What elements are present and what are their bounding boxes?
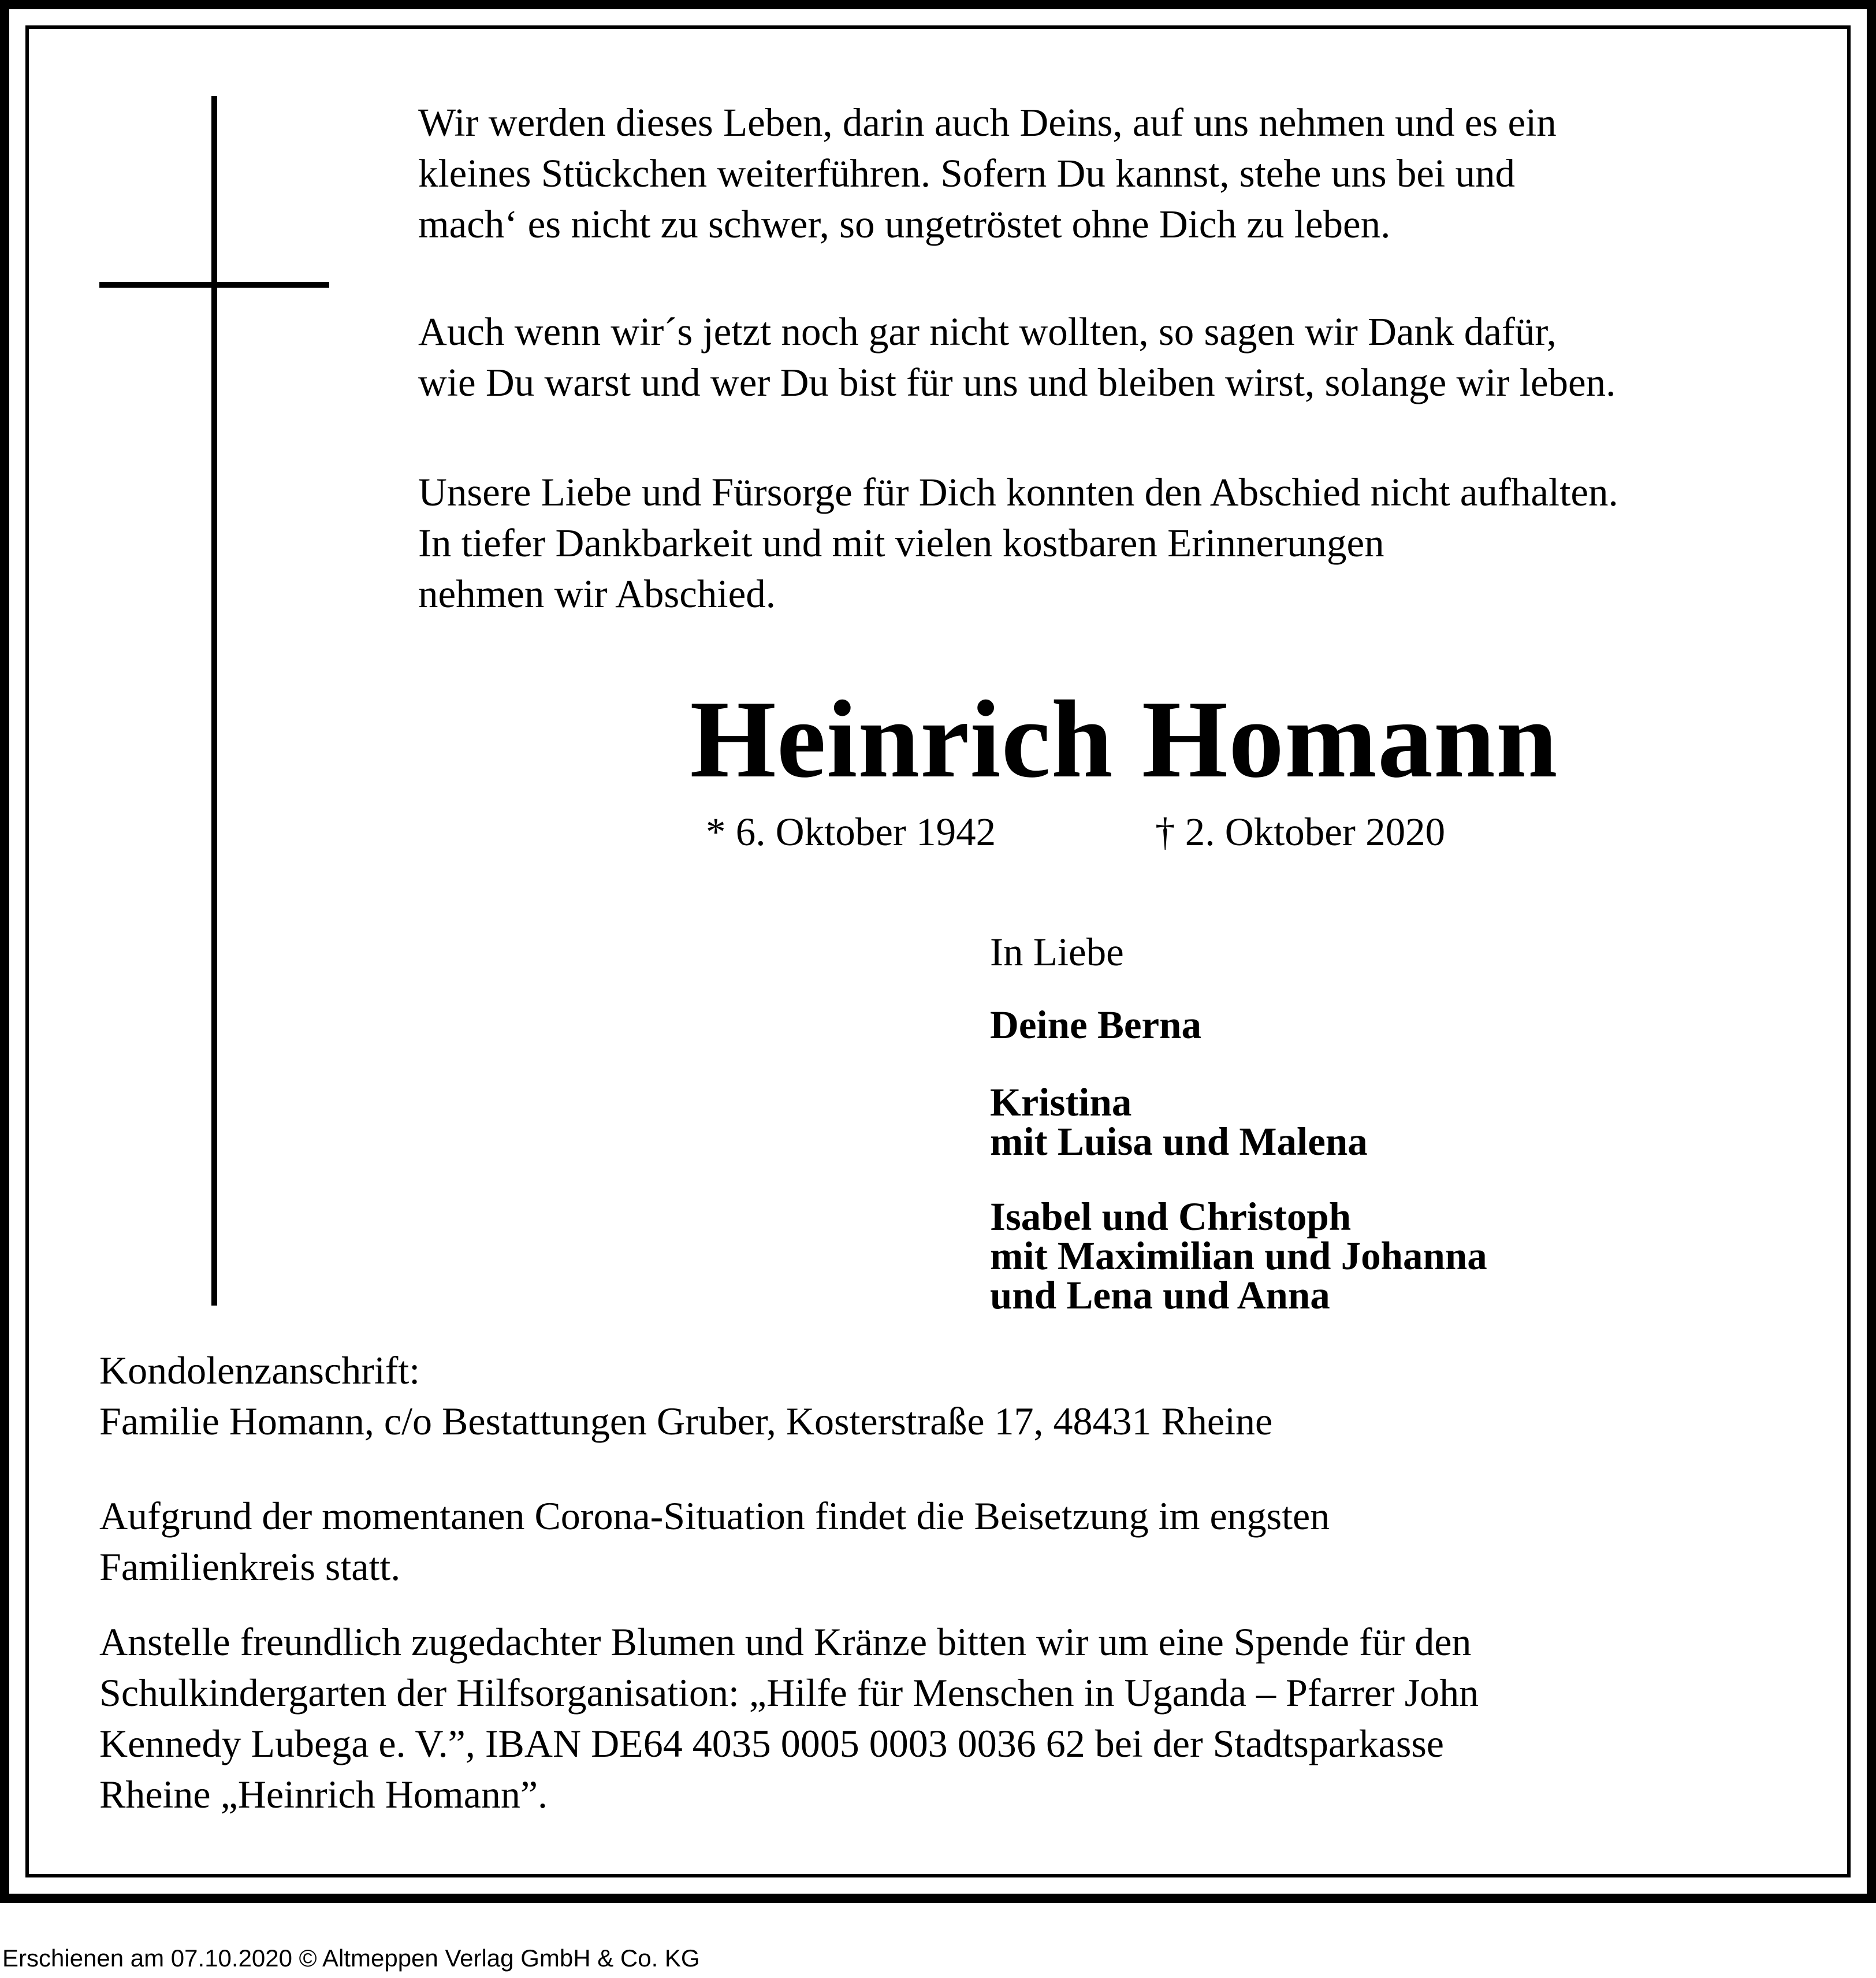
info-line: Kondolenzanschrift: <box>99 1348 420 1392</box>
mourner-group-1 <box>990 1003 1202 1047</box>
cross-icon-bar <box>99 282 329 288</box>
birth-date: * 6. Oktober 1942 <box>706 810 996 854</box>
condolence-address <box>99 1345 1272 1447</box>
publication-note: Erschienen am 07.10.2020 © Altmeppen Verlag GmbH & Co. KG <box>2 1944 700 1972</box>
mourner-line: Deine Berna <box>990 1003 1202 1047</box>
donation-request <box>99 1616 1479 1820</box>
inner-border <box>25 25 1851 1877</box>
mourner-line: und Lena und Anna <box>990 1273 1330 1317</box>
signature-intro: In Liebe <box>990 930 1124 974</box>
poem-line: mach‘ es nicht zu schwer, so ungetröstet ohne Dich zu leben. <box>418 202 1391 246</box>
mourner-line: Kristina <box>990 1080 1132 1124</box>
mourner-line: mit Maximilian und Johanna <box>990 1234 1487 1278</box>
death-date: † 2. Oktober 2020 <box>1155 810 1446 854</box>
mourner-line: Isabel und Christoph <box>990 1195 1352 1239</box>
mourner-line: mit Luisa und Malena <box>990 1120 1368 1163</box>
poem-line: Auch wenn wir´s jetzt noch gar nicht wollten, so sagen wir Dank dafür, <box>418 310 1557 354</box>
poem-line: Wir werden dieses Leben, darin auch Deins, auf uns nehmen und es ein <box>418 101 1557 144</box>
deceased-name: Heinrich Homann <box>690 678 1558 801</box>
info-line: Rheine „Heinrich Homann”. <box>99 1772 548 1816</box>
mourner-group-2 <box>990 1080 1368 1163</box>
info-line: Anstelle freundlich zugedachter Blumen und Kränze bitten wir um eine Spende für den <box>99 1620 1472 1664</box>
mourner-group-3 <box>990 1197 1487 1315</box>
info-line: Schulkindergarten der Hilfsorganisation: „Hilfe für Menschen in Uganda – Pfarrer John <box>99 1671 1479 1715</box>
poem-line: kleines Stückchen weiterführen. Sofern Du kannst, stehe uns bei und <box>418 151 1515 195</box>
poem-stanza-1 <box>418 97 1557 250</box>
info-line: Kennedy Lubega e. V.”, IBAN DE64 4035 0005 0003 0036 62 bei der Stadtsparkasse <box>99 1722 1444 1765</box>
poem-line: wie Du warst und wer Du bist für uns und bleiben wirst, solange wir leben. <box>418 360 1616 404</box>
info-line: Familie Homann, c/o Bestattungen Gruber, Kosterstraße 17, 48431 Rheine <box>99 1399 1273 1443</box>
poem-line: Unsere Liebe und Fürsorge für Dich konnten den Abschied nicht aufhalten. <box>418 470 1618 514</box>
poem-stanza-3 <box>418 467 1618 619</box>
funeral-notice <box>99 1490 1330 1592</box>
poem-line: In tiefer Dankbarkeit und mit vielen kostbaren Erinnerungen <box>418 521 1384 565</box>
poem-stanza-2 <box>418 306 1616 408</box>
info-line: Familienkreis statt. <box>99 1545 401 1589</box>
info-line: Aufgrund der momentanen Corona-Situation findet die Beisetzung im engsten <box>99 1494 1330 1538</box>
poem-line: nehmen wir Abschied. <box>418 572 776 616</box>
